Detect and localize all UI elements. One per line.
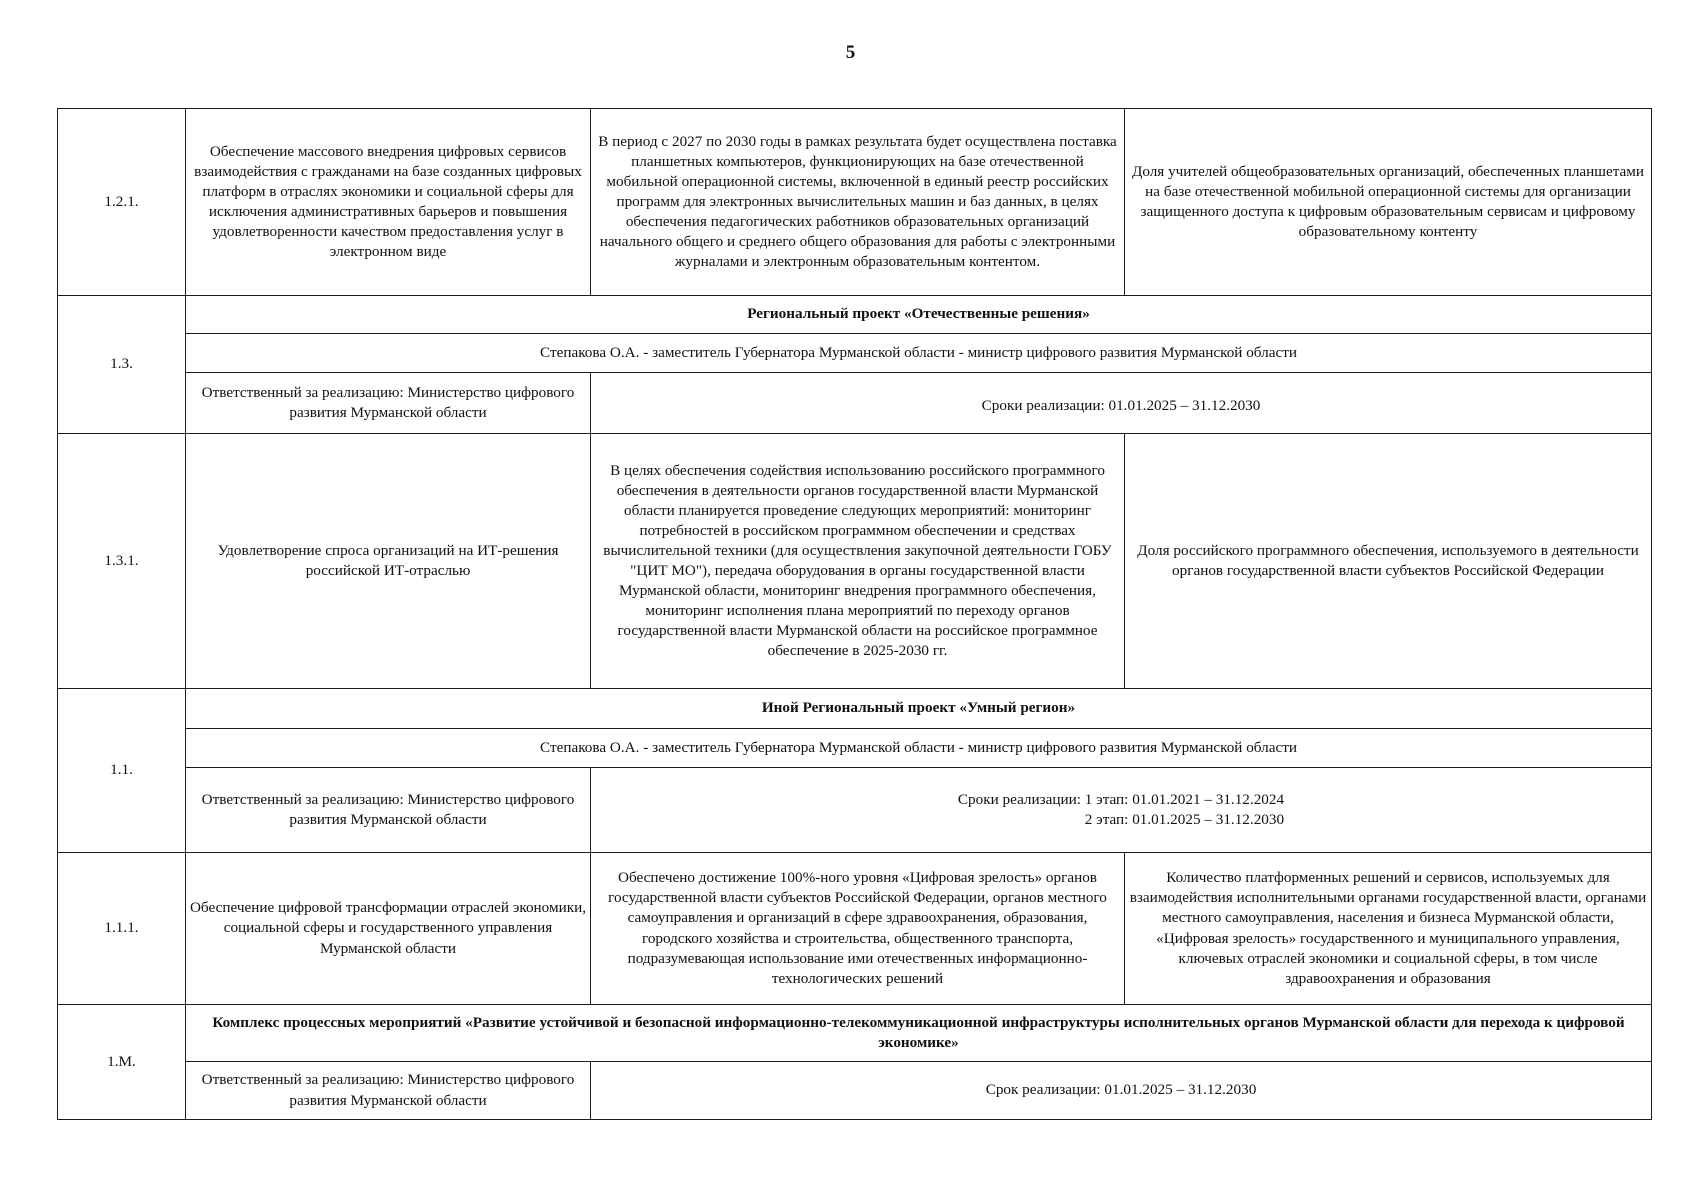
table-row — [58, 689, 1652, 729]
indicator-cell: Доля российского программного обеспечения, используемого в деятельности органов государственной власти субъектов Российской Федерации — [1125, 434, 1652, 689]
table-row — [58, 853, 1652, 1005]
row-number: 1.3.1. — [58, 434, 186, 689]
table-row — [58, 334, 1652, 373]
table-row — [58, 1062, 1652, 1120]
table-row — [58, 768, 1652, 853]
table-row — [58, 373, 1652, 434]
task-cell: Удовлетворение спроса организаций на ИТ-решения российской ИТ-отраслью — [186, 434, 591, 689]
description-cell: В целях обеспечения содействия использованию российского программного обеспечения в деятельности органов государственной власти Мурманской области планируется проведение следующих мероприятий: мониторинг потребностей в российском программном обеспечении и средствах вычислительной техники (для осуществления закупочной деятельности ГОБУ "ЦИТ МО"), передача оборудования в органы государственной власти Мурманской области, мониторинг внедрения программного обеспечения, мониторинг исполнения плана мероприятий по переходу органов государственной власти Мурманской области на российское программное обеспечение в 2025-2030 гг. — [591, 434, 1125, 689]
timing-cell: Срок реализации: 01.01.2025 – 31.12.2030 — [591, 1062, 1652, 1120]
table-row — [58, 729, 1652, 768]
task-cell: Обеспечение цифровой трансформации отраслей экономики, социальной сферы и государственного управления Мурманской области — [186, 853, 591, 1005]
curator-cell: Степакова О.А. - заместитель Губернатора Мурманской области - министр цифрового развития Мурманской области — [186, 334, 1652, 373]
responsible-cell: Ответственный за реализацию: Министерство цифрового развития Мурманской области — [186, 768, 591, 853]
indicator-cell: Доля учителей общеобразовательных организаций, обеспеченных планшетами на базе отечественной мобильной операционной системы для организации защищенного доступа к цифровым образовательным сервисам и цифровому образовательному контенту — [1125, 109, 1652, 296]
measures-table — [57, 108, 1652, 1120]
task-cell: Обеспечение массового внедрения цифровых сервисов взаимодействия с гражданами на базе созданных цифровых платформ в отраслях экономики и социальной сферы для исключения административных барьеров и повышения удовлетворенности качеством предоставления услуг в электронном виде — [186, 109, 591, 296]
table-row — [58, 434, 1652, 689]
curator-cell: Степакова О.А. - заместитель Губернатора Мурманской области - министр цифрового развития Мурманской области — [186, 729, 1652, 768]
row-number: 1.1. — [58, 689, 186, 853]
project-title: Региональный проект «Отечественные решения» — [186, 296, 1652, 334]
row-number: 1.М. — [58, 1005, 186, 1120]
timing-cell: Сроки реализации: 01.01.2025 – 31.12.2030 — [591, 373, 1652, 434]
table-row — [58, 109, 1652, 296]
responsible-cell: Ответственный за реализацию: Министерство цифрового развития Мурманской области — [186, 1062, 591, 1120]
row-number: 1.2.1. — [58, 109, 186, 296]
project-title: Комплекс процессных мероприятий «Развитие устойчивой и безопасной информационно-телекоммуникационной инфраструктуры исполнительных органов Мурманской области для перехода к цифровой экономике» — [186, 1005, 1652, 1062]
indicator-cell: Количество платформенных решений и сервисов, используемых для взаимодействия исполнительными органами государственной власти, органами местного самоуправления, населения и бизнеса Мурманской области, «Цифровая зрелость» государственного и муниципального управления, ключевых отраслей экономики и социальной сферы, в том числе здравоохранения и образования — [1125, 853, 1652, 1005]
page-number: 5 — [845, 42, 856, 63]
responsible-cell: Ответственный за реализацию: Министерство цифрового развития Мурманской области — [186, 373, 591, 434]
row-number: 1.3. — [58, 296, 186, 434]
timing-cell — [591, 768, 1652, 853]
row-number: 1.1.1. — [58, 853, 186, 1005]
description-cell: Обеспечено достижение 100%-ного уровня «Цифровая зрелость» органов государственной власти субъектов Российской Федерации, органов местного самоуправления и организаций в сфере здравоохранения, образования, городского хозяйства и строительства, общественного транспорта, подразумевающая использование ими отечественных информационно-технологических решений — [591, 853, 1125, 1005]
table-row — [58, 1005, 1652, 1062]
project-title: Иной Региональный проект «Умный регион» — [186, 689, 1652, 729]
timing-stage-2: 2 этап: 01.01.2025 – 31.12.2030 — [1084, 811, 1285, 828]
description-cell: В период с 2027 по 2030 годы в рамках результата будет осуществлена поставка планшетных компьютеров, функционирующих на базе отечественной мобильной операционной системы, включенной в единый реестр российских программ для электронных вычислительных машин и баз данных, в целях обеспечения педагогических работников образовательных организаций начального общего и среднего общего образования для работы с электронными журналами и электронным образовательным контентом. — [591, 109, 1125, 296]
table-row — [58, 296, 1652, 334]
timing-stage-1: Сроки реализации: 1 этап: 01.01.2021 – 31.12.2024 — [957, 790, 1285, 808]
